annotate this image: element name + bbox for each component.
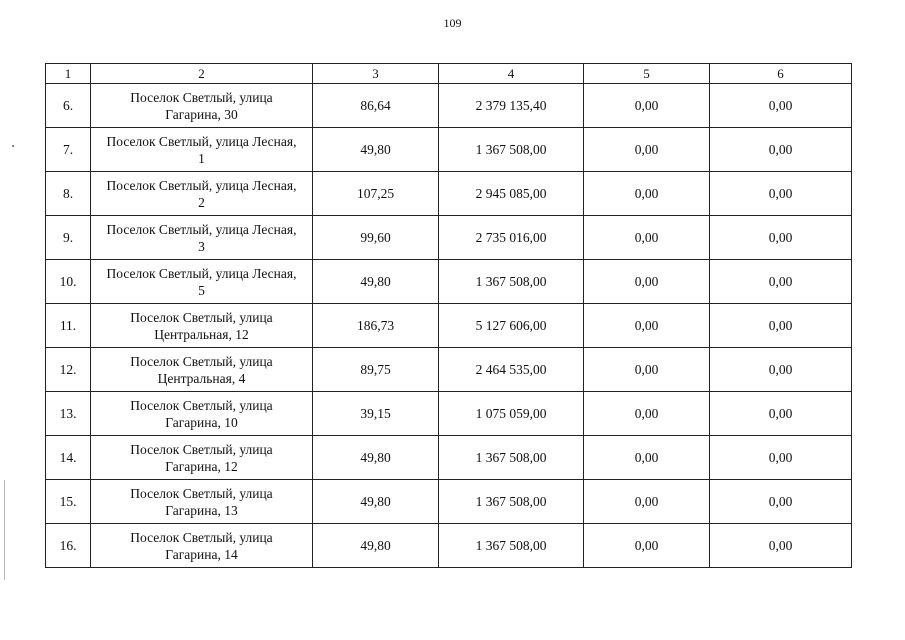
address-line-2: 1 [198, 150, 205, 166]
column-6-cell: 0,00 [710, 392, 852, 436]
column-6-cell: 0,00 [710, 216, 852, 260]
address-line-1: Поселок Светлый, улица [130, 89, 273, 105]
column-5-cell: 0,00 [584, 172, 710, 216]
column-header-4: 4 [439, 64, 584, 84]
table-row [46, 524, 852, 568]
amount-cell: 2 379 135,40 [439, 84, 584, 128]
column-5-cell: 0,00 [584, 84, 710, 128]
column-header-5: 5 [584, 64, 710, 84]
amount-cell: 2 945 085,00 [439, 172, 584, 216]
address-line-2: 2 [198, 194, 205, 210]
row-number: 16. [46, 524, 91, 568]
area-cell: 39,15 [313, 392, 439, 436]
column-5-cell: 0,00 [584, 524, 710, 568]
column-6-cell: 0,00 [710, 524, 852, 568]
area-cell: 186,73 [313, 304, 439, 348]
scan-margin-line [4, 480, 5, 580]
row-number: 15. [46, 480, 91, 524]
column-header-6: 6 [710, 64, 852, 84]
amount-cell: 2 735 016,00 [439, 216, 584, 260]
column-5-cell: 0,00 [584, 128, 710, 172]
table-body [46, 84, 852, 568]
row-number: 7. [46, 128, 91, 172]
amount-cell: 1 367 508,00 [439, 128, 584, 172]
header-row [46, 64, 852, 84]
column-6-cell: 0,00 [710, 260, 852, 304]
row-number: 14. [46, 436, 91, 480]
address-cell [91, 172, 313, 216]
address-line-1: Поселок Светлый, улица [130, 441, 273, 457]
address-line-1: Поселок Светлый, улица [130, 397, 273, 413]
address-cell [91, 216, 313, 260]
address-line-1: Поселок Светлый, улица [130, 485, 273, 501]
amount-cell: 5 127 606,00 [439, 304, 584, 348]
area-cell: 107,25 [313, 172, 439, 216]
table-row [46, 260, 852, 304]
column-6-cell: 0,00 [710, 304, 852, 348]
address-cell [91, 524, 313, 568]
table-row [46, 304, 852, 348]
column-5-cell: 0,00 [584, 216, 710, 260]
address-cell [91, 480, 313, 524]
table-row [46, 348, 852, 392]
column-header-3: 3 [313, 64, 439, 84]
row-number: 8. [46, 172, 91, 216]
amount-cell: 1 367 508,00 [439, 436, 584, 480]
address-cell [91, 436, 313, 480]
address-line-1: Поселок Светлый, улица Лесная, [106, 133, 297, 149]
column-6-cell: 0,00 [710, 436, 852, 480]
address-line-2: 5 [198, 282, 205, 298]
column-5-cell: 0,00 [584, 480, 710, 524]
row-number: 12. [46, 348, 91, 392]
column-5-cell: 0,00 [584, 348, 710, 392]
column-header-2: 2 [91, 64, 313, 84]
address-line-2: Гагарина, 30 [165, 106, 238, 122]
column-5-cell: 0,00 [584, 304, 710, 348]
address-cell [91, 128, 313, 172]
area-cell: 49,80 [313, 128, 439, 172]
address-line-1: Поселок Светлый, улица [130, 353, 273, 369]
scan-speck [12, 145, 14, 147]
area-cell: 49,80 [313, 260, 439, 304]
area-cell: 89,75 [313, 348, 439, 392]
area-cell: 49,80 [313, 436, 439, 480]
address-line-2: Центральная, 4 [157, 370, 246, 386]
amount-cell: 1 367 508,00 [439, 524, 584, 568]
column-6-cell: 0,00 [710, 348, 852, 392]
table-row [46, 436, 852, 480]
row-number: 13. [46, 392, 91, 436]
column-5-cell: 0,00 [584, 436, 710, 480]
column-5-cell: 0,00 [584, 260, 710, 304]
address-line-1: Поселок Светлый, улица Лесная, [106, 221, 297, 237]
area-cell: 49,80 [313, 524, 439, 568]
table-row [46, 392, 852, 436]
address-line-2: 3 [198, 238, 205, 254]
table-row [46, 84, 852, 128]
address-cell [91, 84, 313, 128]
table-row [46, 216, 852, 260]
row-number: 10. [46, 260, 91, 304]
address-cell [91, 260, 313, 304]
amount-cell: 1 367 508,00 [439, 480, 584, 524]
column-6-cell: 0,00 [710, 480, 852, 524]
property-table [45, 63, 852, 568]
amount-cell: 1 075 059,00 [439, 392, 584, 436]
page-number: 109 [443, 16, 462, 30]
row-number: 6. [46, 84, 91, 128]
row-number: 11. [46, 304, 91, 348]
address-line-2: Гагарина, 12 [165, 458, 238, 474]
table-row [46, 172, 852, 216]
column-5-cell: 0,00 [584, 392, 710, 436]
address-line-1: Поселок Светлый, улица [130, 309, 273, 325]
column-6-cell: 0,00 [710, 84, 852, 128]
address-line-1: Поселок Светлый, улица [130, 529, 273, 545]
amount-cell: 2 464 535,00 [439, 348, 584, 392]
address-line-2: Гагарина, 10 [165, 414, 238, 430]
column-6-cell: 0,00 [710, 128, 852, 172]
area-cell: 86,64 [313, 84, 439, 128]
column-6-cell: 0,00 [710, 172, 852, 216]
table-row [46, 480, 852, 524]
address-line-2: Гагарина, 14 [165, 546, 238, 562]
address-line-2: Гагарина, 13 [165, 502, 238, 518]
row-number: 9. [46, 216, 91, 260]
area-cell: 49,80 [313, 480, 439, 524]
address-cell [91, 304, 313, 348]
address-line-1: Поселок Светлый, улица Лесная, [106, 177, 297, 193]
column-header-1: 1 [46, 64, 91, 84]
address-line-1: Поселок Светлый, улица Лесная, [106, 265, 297, 281]
address-cell [91, 392, 313, 436]
address-cell [91, 348, 313, 392]
table-row [46, 128, 852, 172]
area-cell: 99,60 [313, 216, 439, 260]
amount-cell: 1 367 508,00 [439, 260, 584, 304]
address-line-2: Центральная, 12 [154, 326, 249, 342]
